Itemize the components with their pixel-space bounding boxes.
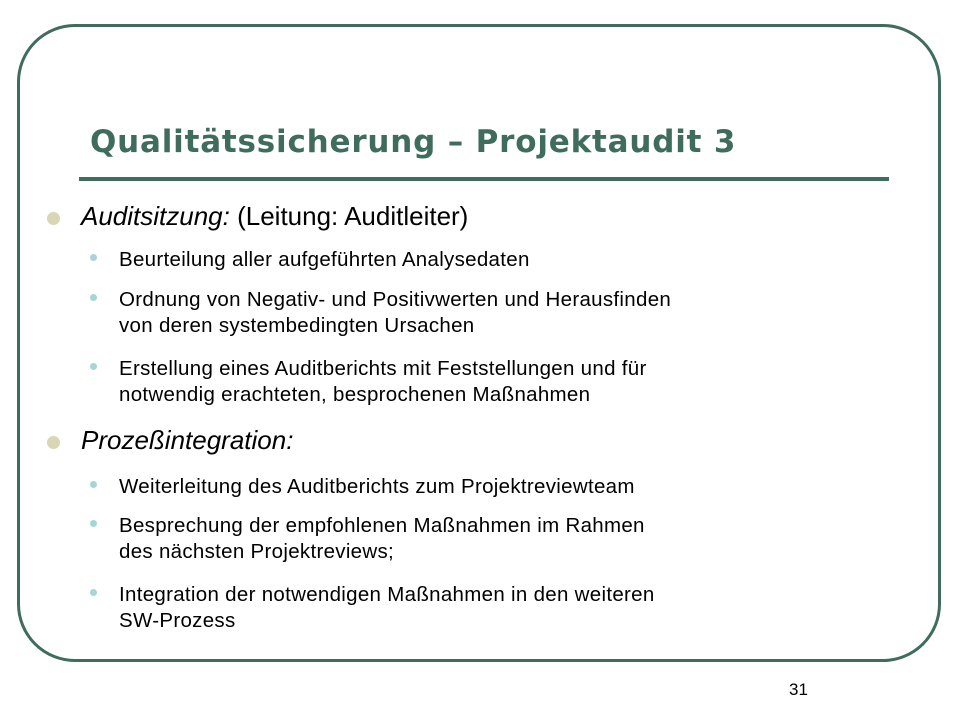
list-item-line: Weiterleitung des Auditberichts zum Projektreviewteam xyxy=(119,475,635,498)
list-item-line: von deren systembedingten Ursachen xyxy=(119,314,475,337)
level1-bullet-icon xyxy=(47,212,60,225)
list-item xyxy=(119,582,655,634)
list-item-line: SW-Prozess xyxy=(119,609,236,632)
level2-bullet-icon xyxy=(90,294,97,301)
level2-bullet-icon xyxy=(90,363,97,370)
list-item xyxy=(119,247,530,273)
level2-bullet-icon xyxy=(90,481,97,488)
list-item-line: Besprechung der empfohlenen Maßnahmen im Rahmen xyxy=(119,514,645,537)
list-item xyxy=(119,287,671,339)
list-item xyxy=(119,474,635,500)
section-heading-emphasis: Prozeßintegration: xyxy=(81,425,294,455)
level2-bullet-icon xyxy=(90,520,97,527)
section-heading-emphasis: Auditsitzung: xyxy=(81,201,230,231)
list-item xyxy=(119,513,645,565)
list-item-line: Erstellung eines Auditberichts mit Feststellungen und für xyxy=(119,357,647,380)
section-heading xyxy=(81,425,293,455)
page-number: 31 xyxy=(789,680,808,699)
slide-title: Qualitätssicherung – Projektaudit 3 xyxy=(90,124,737,160)
section-heading-text: (Leitung: Auditleiter) xyxy=(229,201,469,231)
list-item-line: des nächsten Projektreviews; xyxy=(119,540,395,563)
list-item xyxy=(119,356,647,408)
level1-bullet-icon xyxy=(47,436,60,449)
list-item-line: Ordnung von Negativ- und Positivwerten und Herausfinden xyxy=(119,288,672,311)
level2-bullet-icon xyxy=(90,589,97,596)
section-heading xyxy=(81,201,468,231)
list-item-line: Beurteilung aller aufgeführten Analysedaten xyxy=(119,248,530,271)
level2-bullet-icon xyxy=(90,254,97,261)
list-item-line: Integration der notwendigen Maßnahmen in den weiteren xyxy=(119,583,655,606)
list-item-line: notwendig erachteten, besprochenen Maßnahmen xyxy=(119,383,591,406)
